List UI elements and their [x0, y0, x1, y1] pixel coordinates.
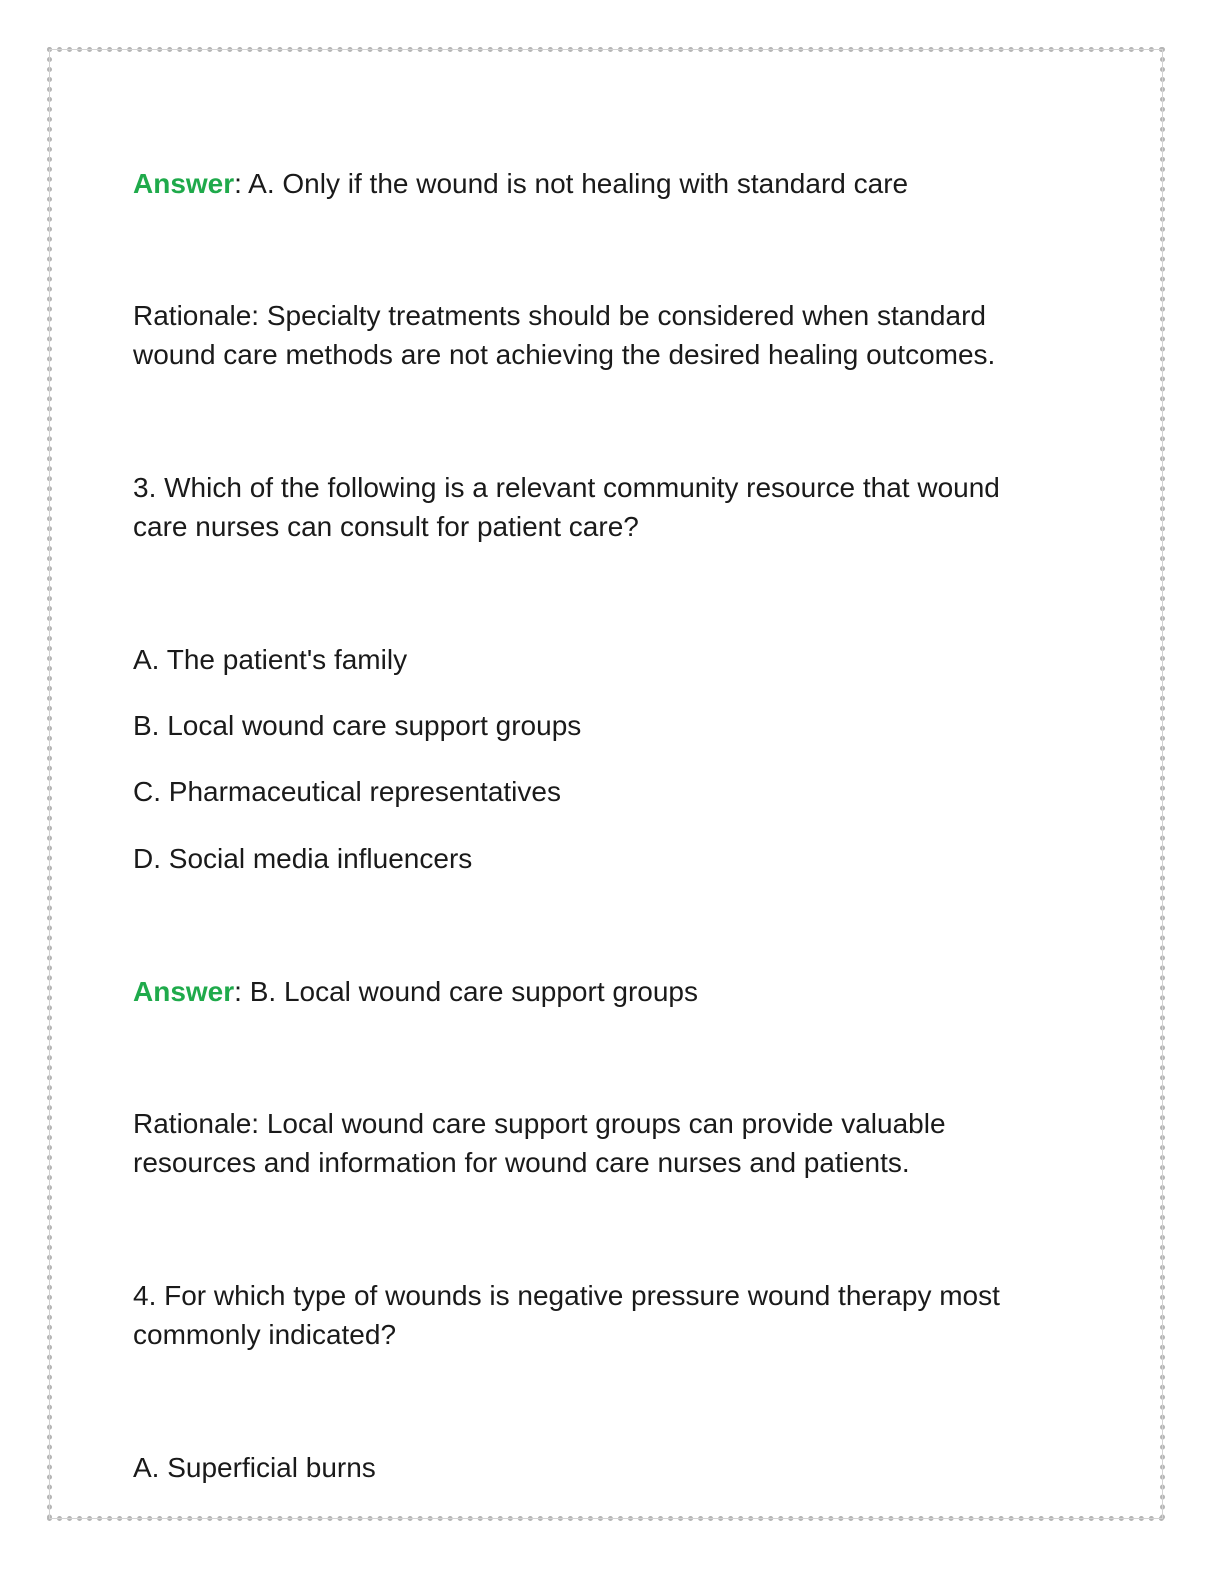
answer-text: : B. Local wound care support groups: [234, 976, 698, 1007]
question-3-line-2: care nurses can consult for patient care?: [133, 511, 639, 542]
rationale-previous-line-2: wound care methods are not achieving the desired healing outcomes.: [133, 339, 996, 370]
answer-text: : A. Only if the wound is not healing with standard care: [234, 168, 909, 199]
question-4-line-1: 4. For which type of wounds is negative pressure wound therapy most: [133, 1280, 1000, 1311]
question-4-option-a: A. Superficial burns: [133, 1452, 376, 1483]
question-3-option-c: C. Pharmaceutical representatives: [133, 776, 561, 807]
rationale-3-line-1: Rationale: Local wound care support groups can provide valuable: [133, 1108, 946, 1139]
answer-line-previous: [133, 165, 908, 203]
question-3-option-a: A. The patient's family: [133, 644, 408, 675]
answer-label: Answer: [133, 976, 235, 1007]
answer-line-question-3: [133, 973, 698, 1011]
rationale-previous-line-1: Rationale: Specialty treatments should be considered when standard: [133, 300, 986, 331]
rationale-3-line-2: resources and information for wound care nurses and patients.: [133, 1147, 910, 1178]
question-3-option-d: D. Social media influencers: [133, 843, 473, 874]
question-4-line-2: commonly indicated?: [133, 1319, 397, 1350]
question-3-option-b: B. Local wound care support groups: [133, 710, 582, 741]
answer-label: Answer: [133, 168, 235, 199]
question-3-line-1: 3. Which of the following is a relevant community resource that wound: [133, 472, 1000, 503]
